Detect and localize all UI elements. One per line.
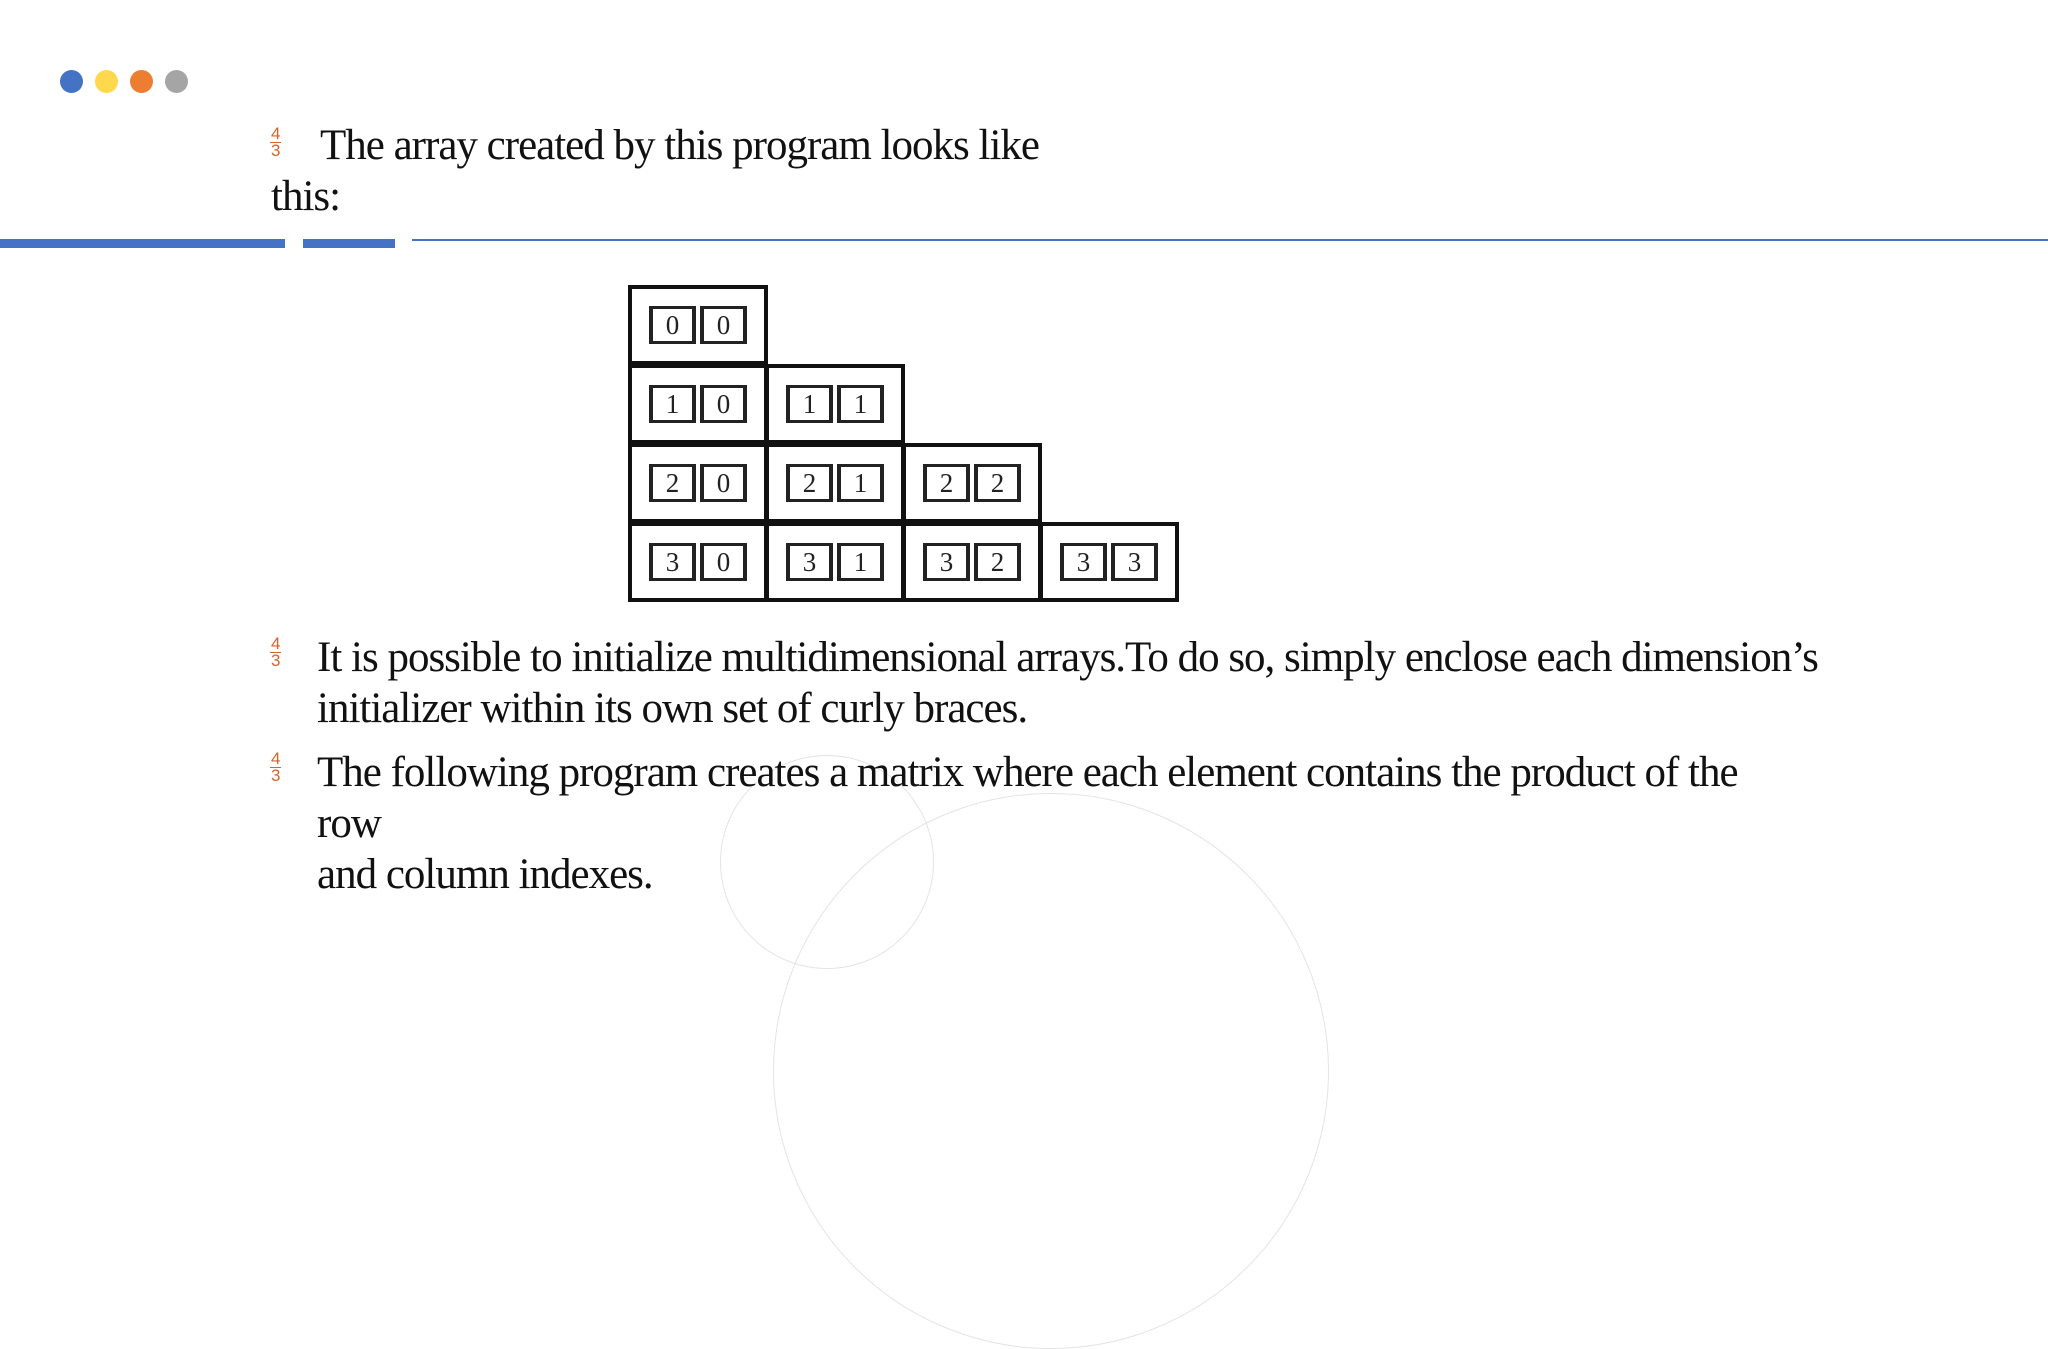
array-cell bbox=[628, 522, 768, 602]
bullet-top: 4 bbox=[271, 634, 281, 653]
paragraph-2-line-1: The following program creates a matrix where each element contains the product of the bbox=[317, 749, 1738, 796]
bullet-bottom: 3 bbox=[271, 651, 281, 670]
dot-blue bbox=[60, 70, 83, 93]
bullet-bottom: 3 bbox=[271, 141, 281, 160]
dot-orange bbox=[130, 70, 153, 93]
array-cell bbox=[628, 285, 768, 365]
row-index: 2 bbox=[786, 464, 833, 502]
dot-gray bbox=[165, 70, 188, 93]
header-rule-short bbox=[303, 239, 395, 248]
paragraph-2-line-2: row bbox=[317, 800, 381, 847]
array-cell bbox=[628, 364, 768, 444]
intro-line-1: The array created by this program looks like bbox=[320, 122, 1039, 169]
array-cell bbox=[628, 443, 768, 523]
array-cell bbox=[902, 443, 1042, 523]
row-index: 1 bbox=[649, 385, 696, 423]
column-index: 0 bbox=[700, 543, 747, 581]
column-index: 0 bbox=[700, 385, 747, 423]
column-index: 0 bbox=[700, 306, 747, 344]
column-index: 1 bbox=[837, 543, 884, 581]
bullet-marker bbox=[270, 751, 281, 784]
row-index: 1 bbox=[786, 385, 833, 423]
bullet-top: 4 bbox=[271, 124, 281, 143]
column-index: 2 bbox=[974, 464, 1021, 502]
decorative-dots bbox=[60, 70, 188, 93]
paragraph-1-line-2: initializer within its own set of curly braces. bbox=[317, 685, 1028, 732]
row-index: 2 bbox=[649, 464, 696, 502]
array-cell bbox=[1039, 522, 1179, 602]
bullet-marker bbox=[270, 636, 281, 669]
paragraph-1-line-1: It is possible to initialize multidimensional arrays.To do so, simply enclose each dimension’s bbox=[317, 634, 1818, 681]
bullet-top: 4 bbox=[271, 749, 281, 768]
column-index: 1 bbox=[837, 385, 884, 423]
intro-line-2: this: bbox=[271, 173, 341, 220]
row-index: 3 bbox=[923, 543, 970, 581]
row-index: 2 bbox=[923, 464, 970, 502]
header-rule-thick bbox=[0, 239, 285, 248]
bullet-bottom: 3 bbox=[271, 766, 281, 785]
array-cell bbox=[765, 522, 905, 602]
row-index: 3 bbox=[649, 543, 696, 581]
dot-yellow bbox=[95, 70, 118, 93]
bullet-marker bbox=[270, 126, 281, 159]
array-cell bbox=[765, 364, 905, 444]
header-rule-thin bbox=[412, 239, 2048, 241]
column-index: 3 bbox=[1111, 543, 1158, 581]
column-index: 2 bbox=[974, 543, 1021, 581]
decorative-circle-large bbox=[773, 793, 1329, 1349]
array-cell bbox=[902, 522, 1042, 602]
row-index: 3 bbox=[1060, 543, 1107, 581]
array-cell bbox=[765, 443, 905, 523]
row-index: 0 bbox=[649, 306, 696, 344]
column-index: 0 bbox=[700, 464, 747, 502]
row-index: 3 bbox=[786, 543, 833, 581]
paragraph-2-line-3: and column indexes. bbox=[317, 851, 653, 898]
column-index: 1 bbox=[837, 464, 884, 502]
